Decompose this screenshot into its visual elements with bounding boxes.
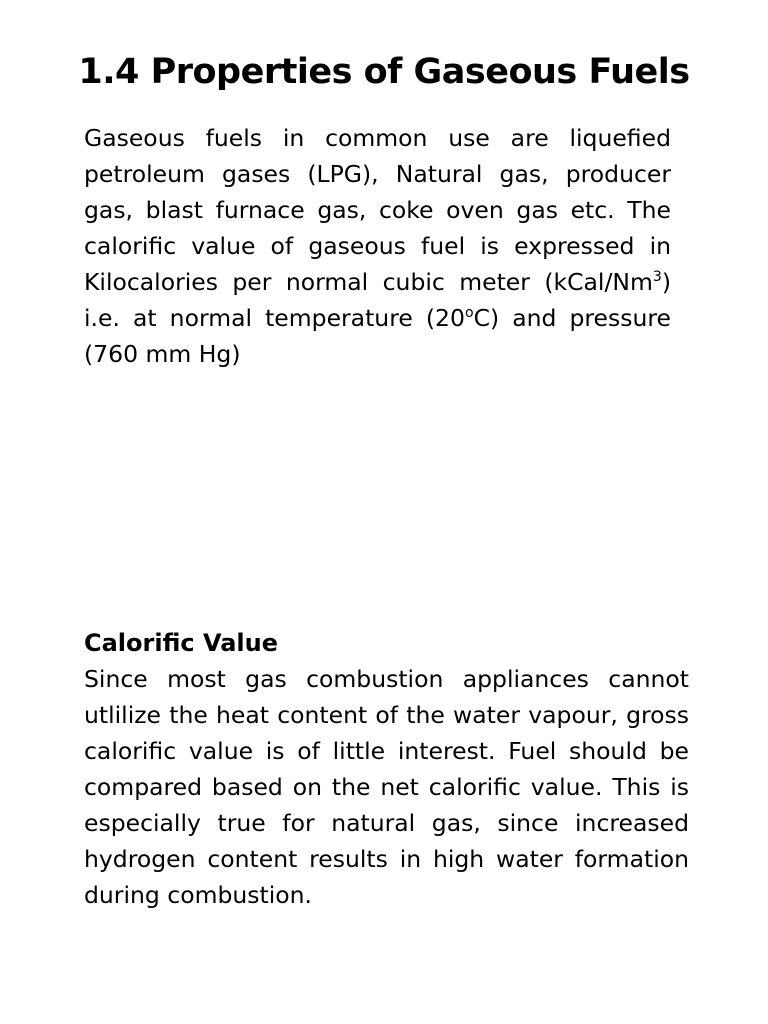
- intro-text-part1: Gaseous fuels in common use are liquefied petroleum gases (LPG), Natural gas, producer gas, blast furnace gas, coke oven gas etc. The calorific value of gaseous fuel is expressed in Kilocalories per normal cubic meter (kCal/Nm: [84, 124, 671, 296]
- calorific-value-paragraph: Since most gas combustion appliances cannot utlilize the heat content of the water vapour, gross calorific value is of little interest. Fuel should be compared based on the net calorific value. This is especially true for natural gas, since increased hydrogen content results in high water formation during combustion.: [84, 665, 689, 909]
- calorific-value-heading: Calorific Value: [84, 629, 279, 657]
- intro-text-part3: C) and pressure (760 mm Hg): [84, 304, 671, 368]
- intro-paragraph: [84, 120, 671, 372]
- intro-text-part2: ) i.e. at normal temperature (20: [84, 268, 671, 332]
- slide-title: 1.4 Properties of Gaseous Fuels: [78, 52, 690, 92]
- unit-superscript: 3: [652, 269, 662, 286]
- degree-superscript: o: [464, 305, 474, 322]
